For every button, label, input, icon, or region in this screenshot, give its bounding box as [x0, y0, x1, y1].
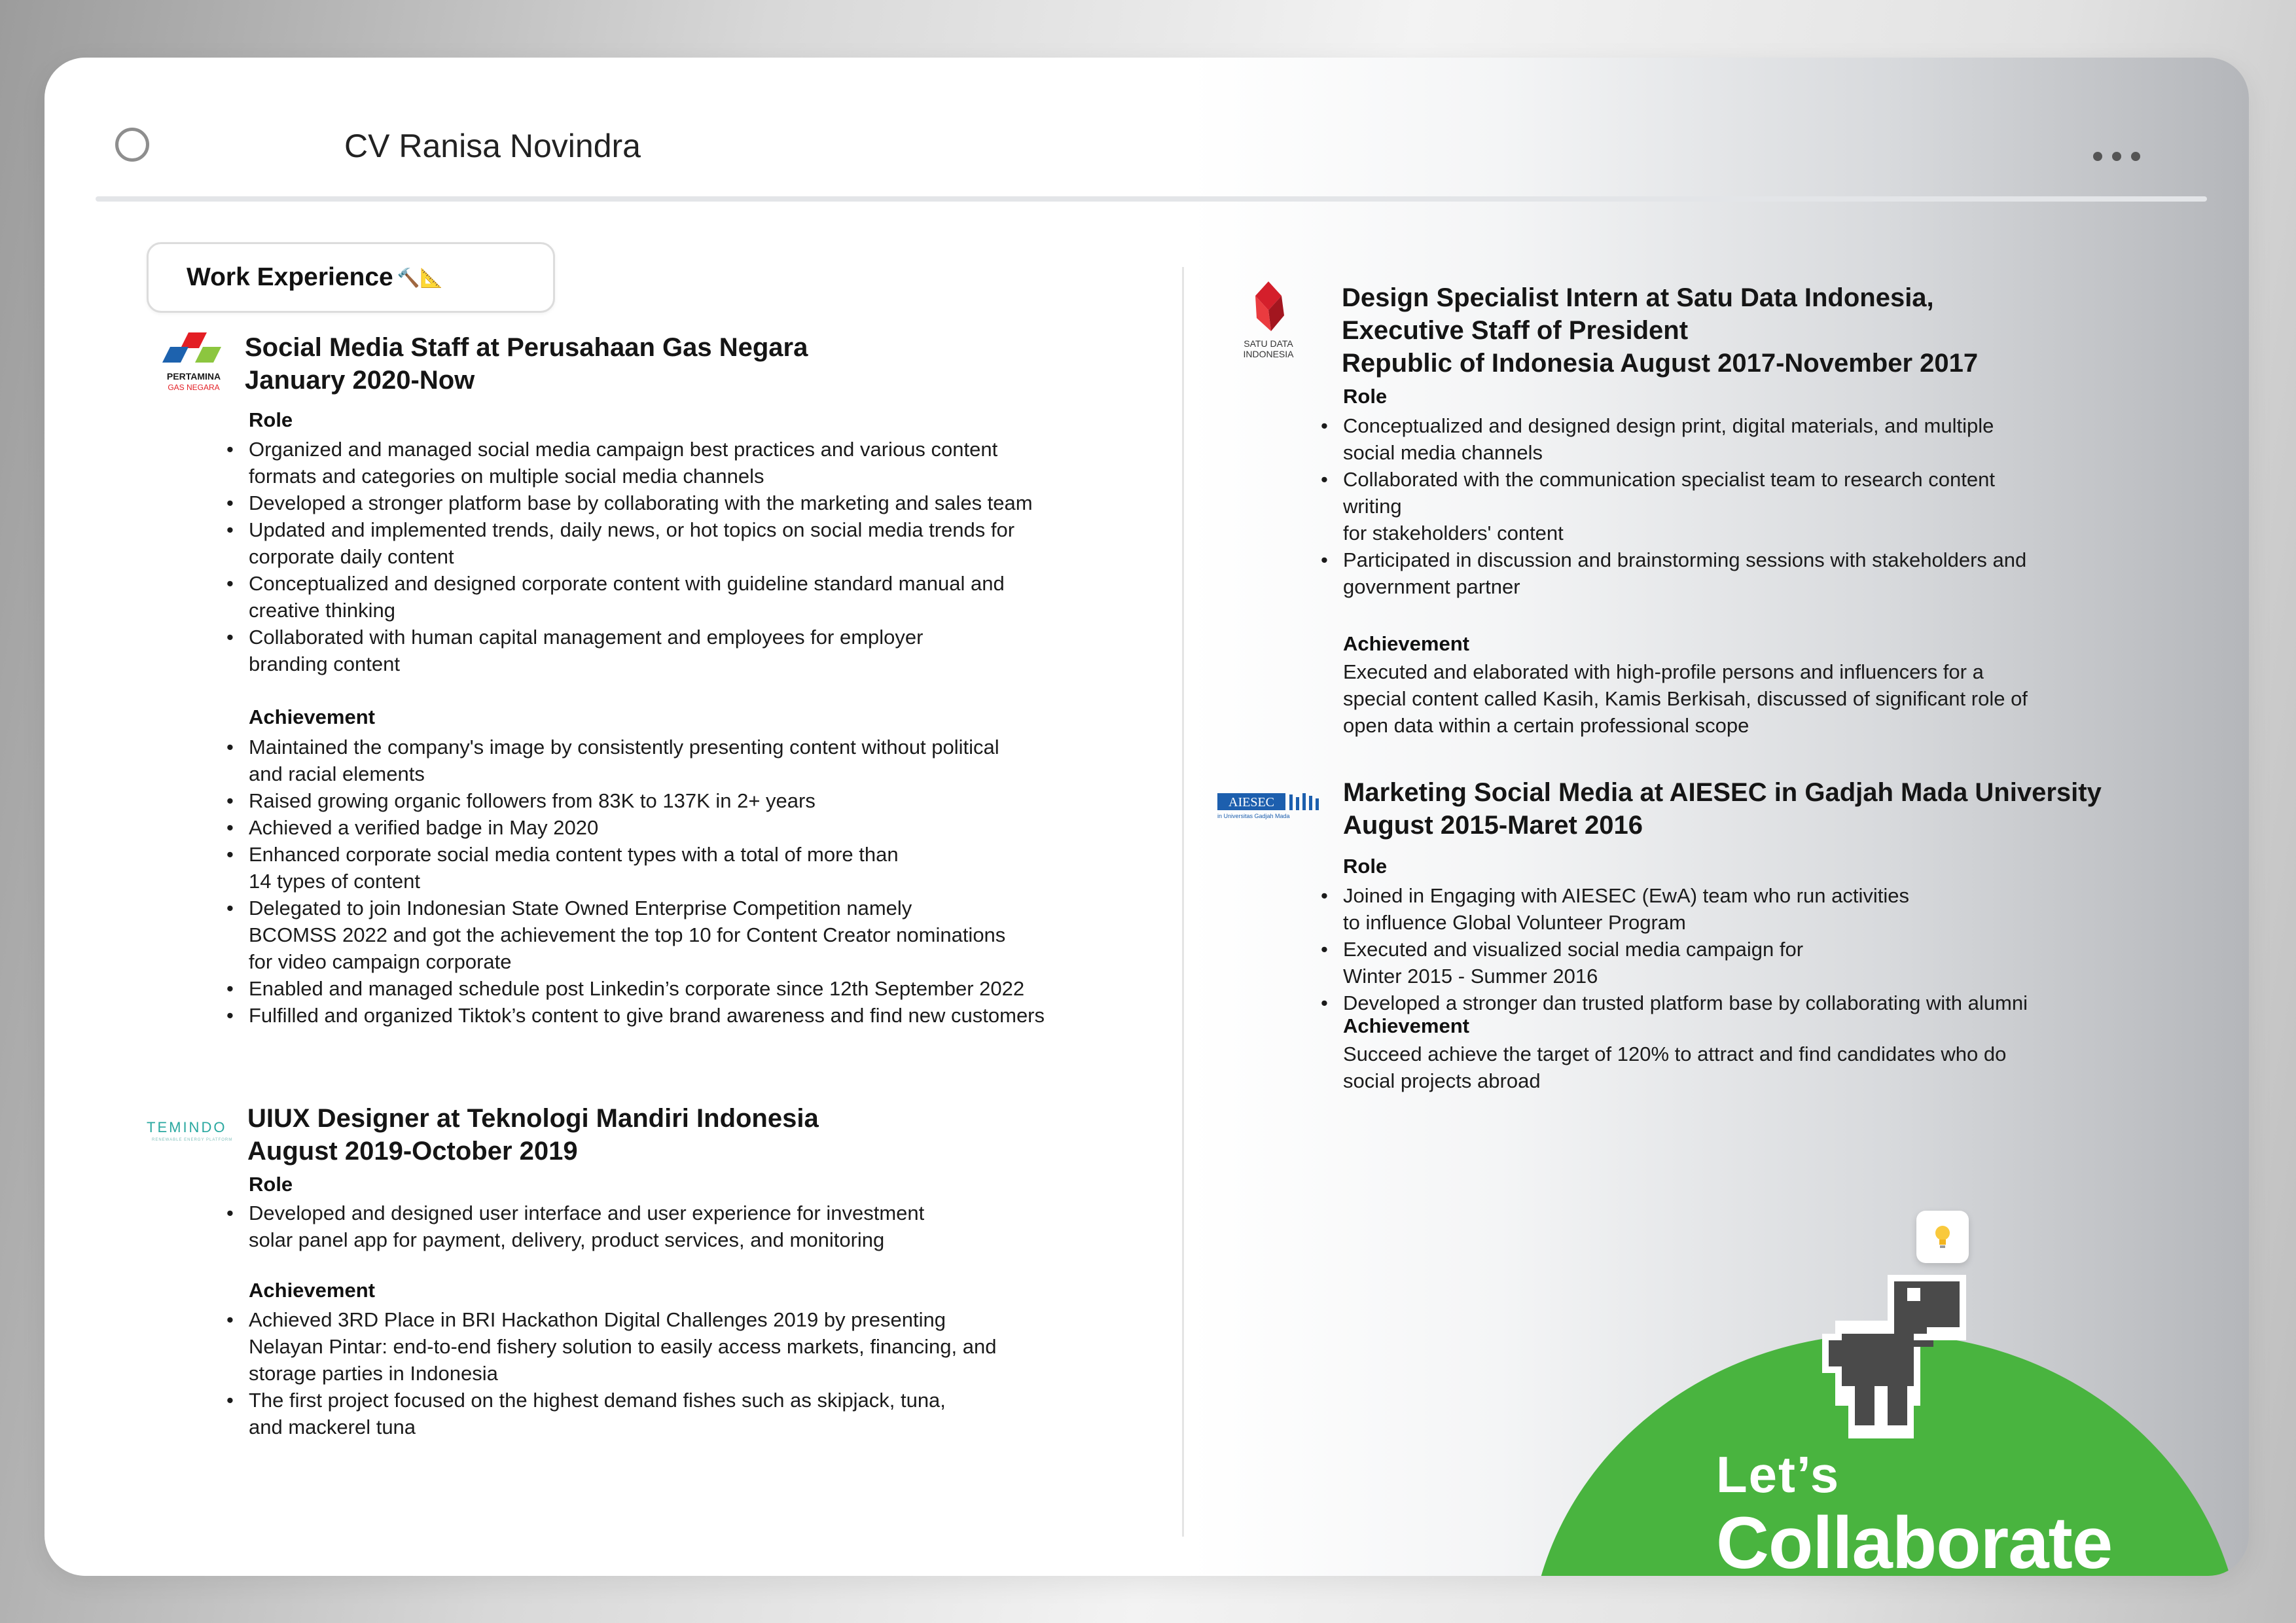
temindo-logo	[147, 1119, 232, 1149]
pertamina-logo	[161, 330, 226, 399]
role-list-temindo	[249, 1200, 924, 1253]
window-circle-button[interactable]	[115, 128, 149, 162]
list-item: • Achieved a verified badge in May 2020	[249, 814, 1045, 841]
dino-drawing	[1822, 1275, 1979, 1438]
list-item: • Raised growing organic followers from 83K to 137K in 2+ years	[249, 787, 1045, 814]
job-title-line: Executive Staff of President	[1342, 316, 1689, 345]
job-title-line: Social Media Staff at Perusahaan Gas Negara	[245, 333, 808, 362]
svg-text:PERTAMINA: PERTAMINA	[166, 371, 221, 382]
list-item: • Conceptualized and designed corporate content with guideline standard manual and creative thinking	[249, 570, 1033, 624]
job-title-temindo	[247, 1102, 819, 1168]
pertamina-logo-mark	[161, 330, 226, 395]
svg-text:INDONESIA: INDONESIA	[1243, 349, 1294, 359]
job-date-line: Republic of Indonesia August 2017-November 2017	[1342, 349, 1979, 378]
role-label: Role	[1343, 385, 1388, 408]
role-label: Role	[1343, 855, 1388, 878]
more-dots-icon[interactable]	[2093, 152, 2140, 161]
svg-text:TEMINDO: TEMINDO	[147, 1119, 227, 1135]
list-item: • The first project focused on the highest demand fishes such as skipjack, tuna, and mackerel tuna	[249, 1387, 996, 1440]
list-item: • Collaborated with human capital management and employees for employer branding content	[249, 624, 1033, 677]
list-item: • Organized and managed social media campaign best practices and various content formats and categories on multiple social media channels	[249, 436, 1033, 490]
cta-lets: Let’s	[1716, 1446, 1840, 1503]
achievement-label: Achievement	[249, 705, 375, 728]
list-item: • Achieved 3RD Place in BRI Hackathon Digital Challenges 2019 by presenting Nelayan Pintar: end-to-end fishery solution to easily access markets, financing, and storage parties in Indonesia	[249, 1306, 996, 1387]
svg-text:in Universitas Gadjah Mada: in Universitas Gadjah Mada	[1217, 813, 1290, 819]
list-item: • Conceptualized and designed design print, digital materials, and multiple social media channels	[1343, 412, 2026, 466]
job-date-line: August 2015-Maret 2016	[1343, 811, 1643, 840]
list-item: • Enhanced corporate social media content types with a total of more than 14 types of content	[249, 841, 1045, 895]
svg-text:AIESEC: AIESEC	[1229, 795, 1274, 810]
job-title-satu-data	[1342, 281, 1978, 380]
svg-text:GAS NEGARA: GAS NEGARA	[168, 383, 220, 392]
aiesec-logo-mark	[1217, 789, 1322, 822]
pixel-dinosaur-icon	[1822, 1275, 1979, 1442]
job-date-line: August 2019-October 2019	[247, 1137, 578, 1166]
aiesec-logo	[1217, 789, 1322, 825]
list-item: • Updated and implemented trends, daily news, or hot topics on social media trends for corporate daily content	[249, 516, 1033, 570]
cv-card	[45, 58, 2249, 1576]
job-date-line: January 2020-Now	[245, 366, 475, 395]
tools-emoji-icon: 🔨📐	[397, 267, 443, 288]
satu-data-logo-mark	[1236, 279, 1301, 370]
list-item: • Fulfilled and organized Tiktok’s content to give brand awareness and find new customers	[249, 1002, 1045, 1029]
achievement-text-aiesec: Succeed achieve the target of 120% to attract and find candidates who do social projects abroad	[1343, 1043, 2007, 1092]
document-title: CV Ranisa Novindra	[344, 128, 641, 164]
header-divider	[96, 196, 2207, 202]
achievement-text-satu-data: Executed and elaborated with high-profile persons and influencers for a special content called Kasih, Kamis Berkisah, discussed of significant role of open data within a certain professional scope	[1343, 660, 2028, 737]
achievement-label: Achievement	[1343, 1014, 1469, 1037]
job-title-line: Marketing Social Media at AIESEC in Gadjah Mada University	[1343, 778, 2102, 807]
job-title-line: UIUX Designer at Teknologi Mandiri Indonesia	[247, 1104, 819, 1133]
role-list-aiesec	[1343, 882, 2028, 1016]
section-label: Work Experience	[187, 263, 393, 291]
lightbulb-button[interactable]	[1916, 1211, 1969, 1263]
list-item: • Participated in discussion and brainstorming sessions with stakeholders and government partner	[1343, 546, 2026, 600]
list-item: • Collaborated with the communication specialist team to research content writing for stakeholders' content	[1343, 466, 2026, 546]
svg-text:SATU DATA: SATU DATA	[1244, 338, 1293, 349]
job-title-aiesec	[1343, 776, 2102, 842]
cta-collaborate: Collaborate	[1716, 1502, 2113, 1576]
achievement-list-temindo	[249, 1306, 996, 1440]
job-title-line: Design Specialist Intern at Satu Data Indonesia,	[1342, 283, 1934, 312]
achievement-label: Achievement	[249, 1279, 375, 1302]
achievement-label: Achievement	[1343, 632, 1469, 655]
role-label: Role	[249, 408, 293, 431]
list-item: • Developed a stronger dan trusted platform base by collaborating with alumni	[1343, 990, 2028, 1016]
role-label: Role	[249, 1173, 293, 1196]
list-item: • Enabled and managed schedule post Linkedin’s corporate since 12th September 2022	[249, 975, 1045, 1002]
list-item: • Maintained the company's image by consistently presenting content without political and racial elements	[249, 734, 1045, 787]
lightbulb-icon	[1933, 1224, 1952, 1250]
achievement-list-pgn	[249, 734, 1045, 1029]
column-divider	[1182, 267, 1184, 1537]
section-work-experience	[147, 242, 555, 313]
list-item: • Developed a stronger platform base by collaborating with the marketing and sales team	[249, 490, 1033, 516]
svg-text:RENEWABLE ENERGY PLATFORM: RENEWABLE ENERGY PLATFORM	[152, 1138, 232, 1142]
list-item: • Executed and visualized social media campaign for Winter 2015 - Summer 2016	[1343, 936, 2028, 990]
job-title-pgn	[245, 331, 808, 397]
list-item: • Joined in Engaging with AIESEC (EwA) team who run activities to influence Global Volunteer Program	[1343, 882, 2028, 936]
temindo-logo-mark	[147, 1119, 232, 1145]
satu-data-logo	[1236, 279, 1301, 374]
list-item: • Developed and designed user interface and user experience for investment solar panel app for payment, delivery, product services, and monitoring	[249, 1200, 924, 1253]
role-list-satu-data	[1343, 412, 2026, 600]
role-list-pgn	[249, 436, 1033, 677]
list-item: • Delegated to join Indonesian State Owned Enterprise Competition namely BCOMSS 2022 and got the achievement the top 10 for Content Creator nominations for video campaign corporate	[249, 895, 1045, 975]
